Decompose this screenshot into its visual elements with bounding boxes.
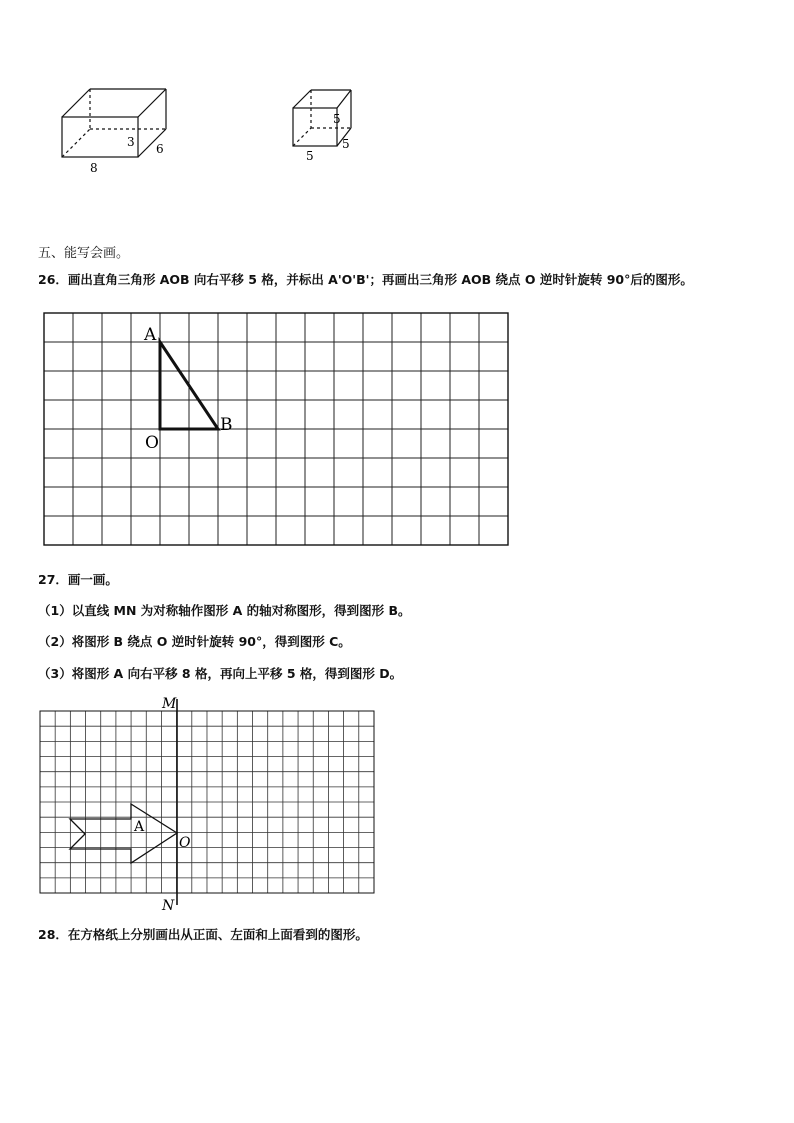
shape-a: [70, 804, 177, 863]
point-o-label-27: O: [179, 835, 191, 851]
cube-height-label: 5: [333, 112, 341, 126]
cuboid-figure: [50, 80, 180, 180]
question-27-item-3: （3）将图形 A 向右平移 8 格，再向上平移 5 格，得到图形 D。: [38, 666, 403, 681]
point-a-label: A: [144, 325, 157, 345]
question-26-text: 26．画出直角三角形 AOB 向右平移 5 格，并标出 A'O'B'；再画出三角形 AOB 绕点 O 逆时针旋转 90°后的图形。: [38, 272, 693, 287]
question-26-grid: [44, 313, 514, 553]
section-heading: 五、能写会画。: [38, 246, 130, 261]
cuboid-depth-label: 6: [156, 142, 164, 156]
cube-length-label: 5: [306, 149, 314, 163]
cube-figure: [285, 82, 365, 164]
cuboid-length-label: 8: [90, 161, 98, 175]
point-o-label: O: [145, 433, 159, 453]
question-28-text: 28．在方格纸上分别画出从正面、左面和上面看到的图形。: [38, 927, 368, 942]
point-n-label: N: [162, 898, 175, 914]
question-27-title: 27．画一画。: [38, 572, 118, 587]
question-27-item-1: （1）以直线 MN 为对称轴作图形 A 的轴对称图形，得到图形 B。: [38, 603, 411, 618]
point-m-label: M: [162, 696, 177, 712]
cuboid-height-label: 3: [127, 135, 135, 149]
shape-a-label: A: [134, 819, 145, 835]
question-27-item-2: （2）将图形 B 绕点 O 逆时针旋转 90°，得到图形 C。: [38, 634, 351, 649]
point-b-label: B: [220, 415, 233, 435]
question-27-grid: [40, 695, 380, 915]
cube-depth-label: 5: [342, 137, 350, 151]
